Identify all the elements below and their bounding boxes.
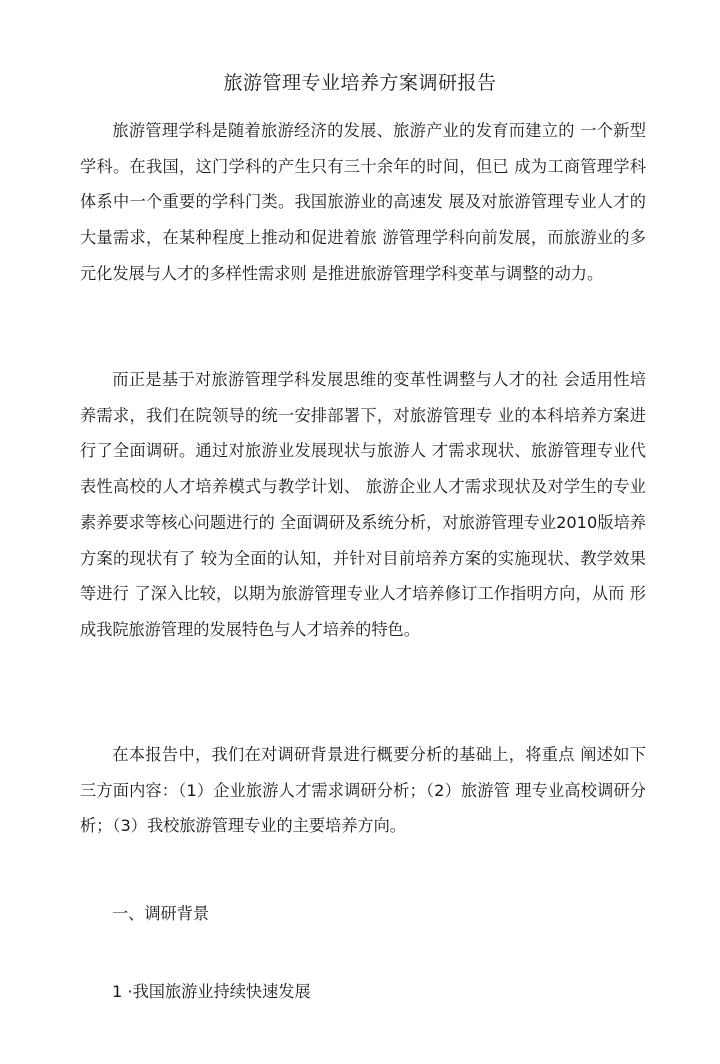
subsection-heading: 1 ·我国旅游业持续快速发展: [112, 982, 311, 1001]
paragraph-outline: 在本报告中，我们在对调研背景进行概要分析的基础上，将重点 阐述如下三方面内容：（1）企业旅游人才需求调研分析；（2）旅游管 理专业高校调研分析；（3）我校旅游管理专业的主要培养方向。: [80, 745, 646, 836]
document-title: 旅游管理专业培养方案调研报告: [223, 72, 497, 94]
paragraph-intro: 旅游管理学科是随着旅游经济的发展、旅游产业的发育而建立的 一个新型学科。在我国，这门学科的产生只有三十余年的时间，但已 成为工商管理学科体系中一个重要的学科门类。我国旅游业的高速发 展及对旅游管理专业人才的大量需求，在某种程度上推动和促进着旅 游管理学科向前发展，而旅游业的多元化发展与人才的多样性需求则 是推进旅游管理学科变革与调整的动力。: [80, 121, 646, 283]
paragraph-survey: 而正是基于对旅游管理学科发展思维的变革性调整与人才的社 会适用性培养需求，我们在院领导的统一安排部署下，对旅游管理专 业的本科培养方案进行了全面调研。通过对旅游业发展现状与旅游人 才需求现状、旅游管理专业代表性高校的人才培养模式与教学计划、 旅游企业人才需求现状及对学生的专业素养要求等核心问题进行的 全面调研及系统分析，对旅游管理专业2010版培养方案的现状有了 较为全面的认知，并针对目前培养方案的实施现状、教学效果等进行 了深入比较，以期为旅游管理专业人才培养修订工作指明方向，从而 形成我院旅游管理的发展特色与人才培养的特色。: [80, 370, 646, 639]
section-heading: 一、调研背景: [112, 904, 210, 923]
